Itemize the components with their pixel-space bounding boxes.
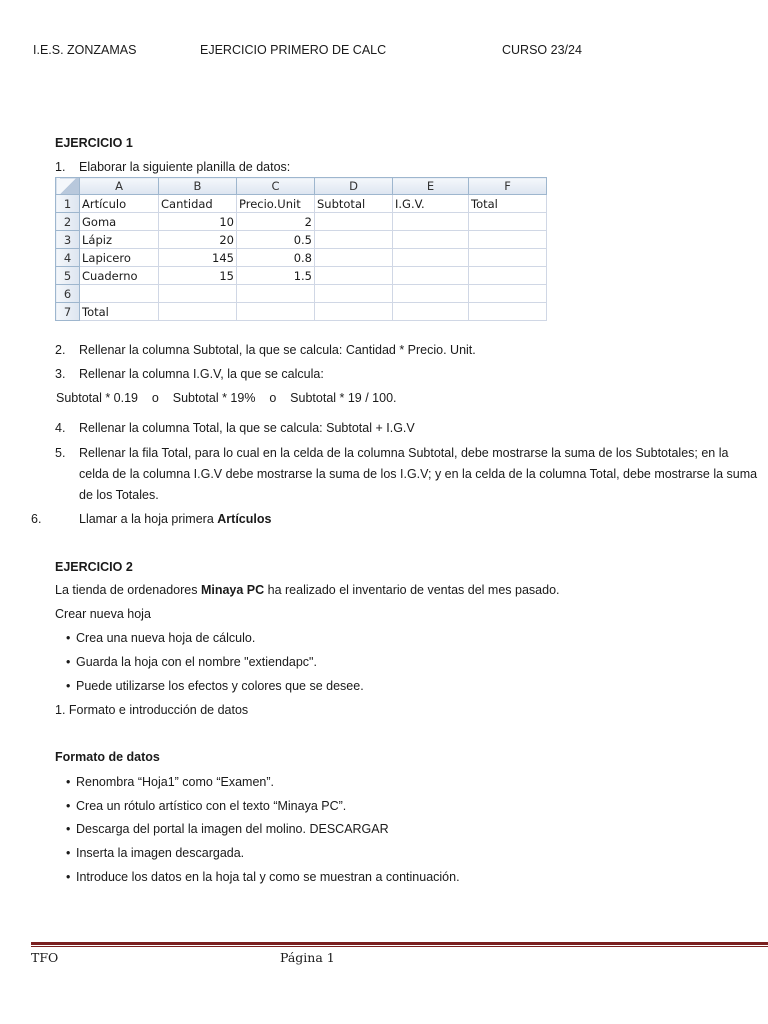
cell-d6 — [315, 285, 393, 303]
bullet-text: Renombra “Hoja1” como “Examen”. — [76, 775, 274, 789]
cell-f4 — [469, 249, 547, 267]
ex1-step-3 — [55, 367, 324, 381]
sheet-row — [56, 267, 547, 285]
column-header-d: D — [315, 178, 393, 195]
intro-post: ha realizado el inventario de ventas del mes pasado. — [264, 583, 560, 597]
ex1-step-5 — [55, 446, 728, 460]
column-header-e: E — [393, 178, 469, 195]
bullet-text: Crea un rótulo artístico con el texto “Minaya PC”. — [76, 799, 347, 813]
cell-a3: Lápiz — [80, 231, 159, 249]
cell-b7 — [159, 303, 237, 321]
cell-e6 — [393, 285, 469, 303]
select-all-corner — [56, 178, 80, 195]
cell-f3 — [469, 231, 547, 249]
row-header: 7 — [56, 303, 80, 321]
header-school: I.E.S. ZONZAMAS — [33, 43, 137, 57]
bullet-icon: • — [66, 846, 71, 860]
cell-b3: 20 — [159, 231, 237, 249]
store-name: Minaya PC — [200, 583, 265, 597]
cell-b1: Cantidad — [159, 195, 237, 213]
footer-rule-thick — [31, 942, 768, 945]
cell-e7 — [393, 303, 469, 321]
sheet-name-bold: Artículos — [217, 512, 272, 526]
cell-c5: 1.5 — [237, 267, 315, 285]
ex1-heading: EJERCICIO 1 — [55, 136, 133, 150]
cell-d7 — [315, 303, 393, 321]
row-header: 6 — [56, 285, 80, 303]
cell-e4 — [393, 249, 469, 267]
bullet-icon: • — [66, 870, 71, 884]
cell-b5: 15 — [159, 267, 237, 285]
bullet-item — [66, 846, 244, 860]
row-header: 2 — [56, 213, 80, 231]
bullet-item — [66, 631, 255, 645]
step-number: 5. — [55, 446, 66, 460]
ex1-step-6 — [31, 512, 271, 526]
bullet-icon: • — [66, 655, 71, 669]
bullet-text: Guarda la hoja con el nombre "extiendapc". — [76, 655, 317, 669]
step-number: 3. — [55, 367, 66, 381]
ex1-step-1 — [55, 160, 290, 174]
step-text: Llamar a la hoja primera — [79, 512, 218, 526]
ex2-heading: EJERCICIO 2 — [55, 560, 133, 574]
cell-b2: 10 — [159, 213, 237, 231]
step-number: 2. — [55, 343, 66, 357]
column-header-a: A — [80, 178, 159, 195]
ex1-step-2 — [55, 343, 476, 357]
cell-c6 — [237, 285, 315, 303]
footer-left: TFO — [31, 950, 59, 965]
cell-c7 — [237, 303, 315, 321]
bullet-item — [66, 870, 460, 884]
cell-f7 — [469, 303, 547, 321]
footer-page-number: Página 1 — [280, 950, 335, 965]
cell-c4: 0.8 — [237, 249, 315, 267]
bullet-icon: • — [66, 775, 71, 789]
bullet-item — [66, 679, 364, 693]
igv-formula: Subtotal * 0.19 o Subtotal * 19% o Subtotal * 19 / 100. — [56, 391, 397, 405]
cell-d1: Subtotal — [315, 195, 393, 213]
bullet-text: Descarga del portal la imagen del molino. DESCARGAR — [76, 822, 389, 836]
column-header-f: F — [469, 178, 547, 195]
cell-e5 — [393, 267, 469, 285]
cell-f2 — [469, 213, 547, 231]
bullet-item — [66, 775, 274, 789]
cell-b6 — [159, 285, 237, 303]
cell-c3: 0.5 — [237, 231, 315, 249]
step-text: Rellenar la columna I.G.V, la que se calcula: — [79, 367, 324, 381]
step-text: Rellenar la columna Total, la que se calcula: Subtotal + I.G.V — [79, 421, 415, 435]
cell-b4: 145 — [159, 249, 237, 267]
bullet-text: Crea una nueva hoja de cálculo. — [76, 631, 256, 645]
ex1-step-4 — [55, 421, 415, 435]
cell-f6 — [469, 285, 547, 303]
bullet-item — [66, 822, 389, 836]
cell-a1: Artículo — [80, 195, 159, 213]
bullet-item — [66, 655, 317, 669]
sheet-row — [56, 285, 547, 303]
cell-d4 — [315, 249, 393, 267]
bullet-text: Puede utilizarse los efectos y colores que se desee. — [76, 679, 364, 693]
bullet-icon: • — [66, 679, 71, 693]
header-title: EJERCICIO PRIMERO DE CALC — [200, 43, 387, 57]
bullet-icon: • — [66, 822, 71, 836]
cell-e3 — [393, 231, 469, 249]
bullet-icon: • — [66, 799, 71, 813]
sheet-row — [56, 231, 547, 249]
cell-c1: Precio.Unit — [237, 195, 315, 213]
ex2-intro — [55, 583, 560, 597]
cell-f5 — [469, 267, 547, 285]
sheet-row — [56, 195, 547, 213]
cell-c2: 2 — [237, 213, 315, 231]
step-number: 4. — [55, 421, 66, 435]
sheet-row — [56, 213, 547, 231]
sheet-row — [56, 303, 547, 321]
step-number: 1. — [55, 160, 66, 174]
section-format-intro: 1. Formato e introducción de datos — [55, 703, 249, 717]
cell-f1: Total — [469, 195, 547, 213]
format-heading: Formato de datos — [55, 750, 160, 764]
cell-a2: Goma — [80, 213, 159, 231]
bullet-text: Inserta la imagen descargada. — [76, 846, 245, 860]
footer-rule-thin — [31, 946, 768, 947]
column-header-c: C — [237, 178, 315, 195]
sheet-row — [56, 249, 547, 267]
cell-a6 — [80, 285, 159, 303]
cell-a7: Total — [80, 303, 159, 321]
bullet-icon: • — [66, 631, 71, 645]
step-text: Rellenar la columna Subtotal, la que se calcula: Cantidad * Precio. Unit. — [79, 343, 476, 357]
row-header: 1 — [56, 195, 80, 213]
cell-d3 — [315, 231, 393, 249]
cell-a4: Lapicero — [80, 249, 159, 267]
header-course: CURSO 23/24 — [502, 43, 582, 57]
step-number: 6. — [31, 512, 42, 526]
row-header: 4 — [56, 249, 80, 267]
spreadsheet-grid — [55, 177, 560, 326]
bullet-item — [66, 799, 346, 813]
cell-a5: Cuaderno — [80, 267, 159, 285]
row-header: 5 — [56, 267, 80, 285]
new-sheet-label: Crear nueva hoja — [55, 607, 151, 621]
cell-e1: I.G.V. — [393, 195, 469, 213]
step-text-line-1: Rellenar la fila Total, para lo cual en la celda de la columna Subtotal, debe mostrarse la suma de los Subtotales; en la — [79, 446, 729, 460]
step-5-line-2: celda de la columna I.G.V debe mostrarse la suma de los I.G.V; y en la celda de la columna Total, debe mostrarse la suma — [79, 467, 758, 481]
cell-d2 — [315, 213, 393, 231]
step-text: Elaborar la siguiente planilla de datos: — [79, 160, 291, 174]
cell-d5 — [315, 267, 393, 285]
bullet-text: Introduce los datos en la hoja tal y como se muestran a continuación. — [76, 870, 460, 884]
row-header: 3 — [56, 231, 80, 249]
step-5-line-3: de los Totales. — [79, 488, 159, 502]
intro-pre: La tienda de ordenadores — [55, 583, 201, 597]
column-header-row — [56, 178, 547, 195]
column-header-b: B — [159, 178, 237, 195]
cell-e2 — [393, 213, 469, 231]
